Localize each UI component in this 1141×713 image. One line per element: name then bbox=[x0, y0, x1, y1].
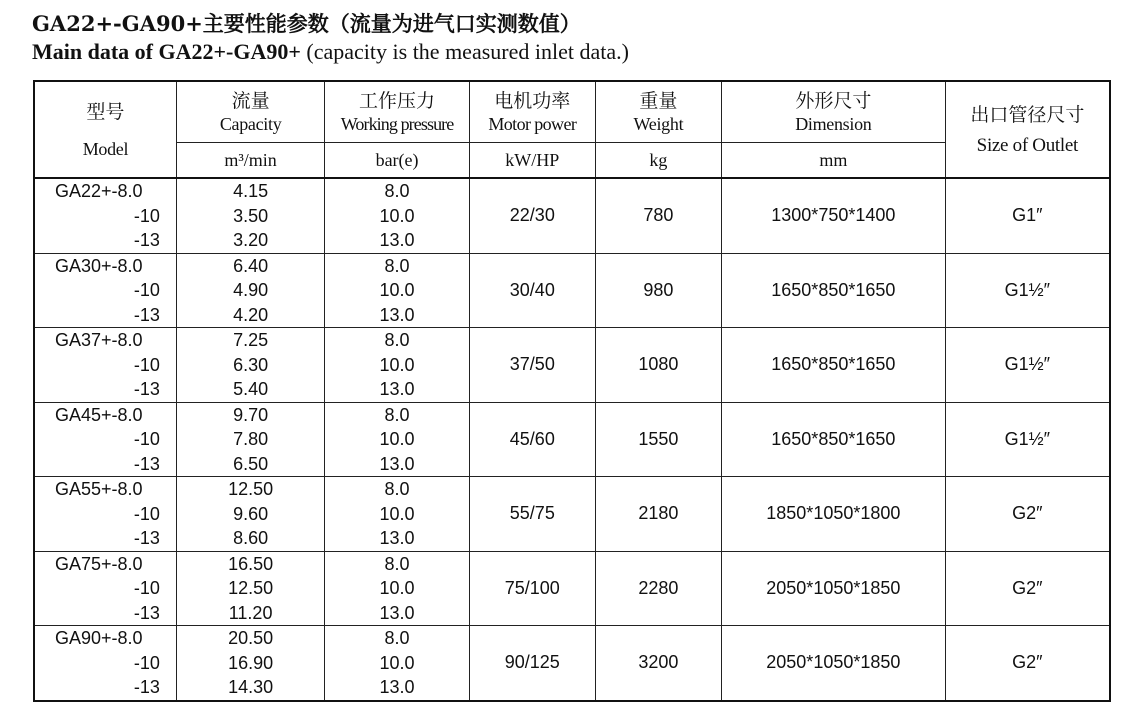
capacity-value: 16.90 bbox=[228, 652, 274, 673]
header-dimension-en: Dimension bbox=[795, 114, 872, 134]
unit-pressure: bar(e) bbox=[325, 143, 469, 179]
title-block bbox=[32, 10, 629, 66]
pressure-value: 8.0 bbox=[384, 404, 410, 425]
dimension-value: 2050*1050*1850 bbox=[721, 551, 945, 626]
weight-value: 1550 bbox=[595, 402, 721, 477]
header-pressure-cn: 工作压力 bbox=[359, 90, 436, 112]
header-outlet bbox=[945, 81, 1110, 178]
capacity-value: 14.30 bbox=[228, 677, 274, 697]
header-motor bbox=[469, 81, 595, 143]
outlet-value: G1½″ bbox=[945, 328, 1110, 403]
pressure-cell bbox=[325, 551, 469, 626]
capacity-value: 6.30 bbox=[233, 354, 269, 375]
spec-table bbox=[33, 80, 1111, 702]
title-chinese: GA22+-GA90+主要性能参数（流量为进气口实测数值） bbox=[32, 11, 581, 36]
header-weight bbox=[595, 81, 721, 143]
header-model-en: Model bbox=[82, 138, 129, 159]
dimension-value: 1300*750*1400 bbox=[721, 178, 945, 253]
weight-value: 2280 bbox=[595, 551, 721, 626]
models-value: -10 bbox=[133, 280, 160, 300]
models-value: GA55+-8.0 bbox=[55, 479, 143, 499]
models-cell bbox=[34, 402, 176, 477]
models-value: -10 bbox=[133, 652, 160, 673]
header-outlet-en: Size of Outlet bbox=[976, 134, 1079, 156]
outlet-value: G2″ bbox=[945, 626, 1110, 701]
header-dimension-cn: 外形尺寸 bbox=[795, 90, 872, 112]
models-value: GA37+-8.0 bbox=[55, 330, 143, 350]
pressure-cell bbox=[325, 178, 469, 253]
unit-capacity: m³/min bbox=[176, 143, 324, 179]
pressure-value: 13.0 bbox=[379, 677, 415, 697]
capacity-value: 9.60 bbox=[233, 503, 269, 524]
pressure-value: 10.0 bbox=[379, 652, 415, 673]
title-english-bold: Main data of GA22+-GA90+ bbox=[32, 39, 301, 64]
table-row bbox=[34, 178, 1110, 253]
capacity-value: 20.50 bbox=[228, 628, 274, 648]
dimension-value: 2050*1050*1850 bbox=[721, 626, 945, 701]
outlet-value: G1½″ bbox=[945, 253, 1110, 328]
weight-value: 980 bbox=[595, 253, 721, 328]
capacity-value: 3.20 bbox=[233, 230, 269, 250]
models-value: -13 bbox=[133, 453, 160, 474]
capacity-cell bbox=[176, 178, 324, 253]
capacity-value: 7.25 bbox=[233, 330, 269, 350]
models-cell bbox=[34, 253, 176, 328]
weight-value: 2180 bbox=[595, 477, 721, 552]
table-row bbox=[34, 477, 1110, 552]
pressure-cell bbox=[325, 626, 469, 701]
title-english bbox=[32, 38, 629, 66]
capacity-value: 16.50 bbox=[228, 553, 274, 574]
motor-value: 75/100 bbox=[469, 551, 595, 626]
outlet-value: G1″ bbox=[945, 178, 1110, 253]
dimension-value: 1650*850*1650 bbox=[721, 402, 945, 477]
table-row bbox=[34, 253, 1110, 328]
pressure-value: 8.0 bbox=[384, 330, 410, 350]
pressure-value: 8.0 bbox=[384, 181, 410, 201]
models-value: -13 bbox=[133, 677, 160, 697]
pressure-value: 10.0 bbox=[379, 429, 415, 449]
models-value: -10 bbox=[133, 354, 160, 375]
models-value: -13 bbox=[133, 304, 160, 325]
models-value: -10 bbox=[133, 578, 160, 598]
header-capacity-cn: 流量 bbox=[231, 90, 270, 112]
weight-value: 3200 bbox=[595, 626, 721, 701]
capacity-cell bbox=[176, 551, 324, 626]
capacity-value: 12.50 bbox=[228, 479, 274, 499]
motor-value: 37/50 bbox=[469, 328, 595, 403]
capacity-value: 4.90 bbox=[233, 280, 269, 300]
table-row bbox=[34, 626, 1110, 701]
header-weight-en: Weight bbox=[633, 114, 684, 134]
pressure-cell bbox=[325, 328, 469, 403]
pressure-cell bbox=[325, 402, 469, 477]
pressure-value: 13.0 bbox=[379, 602, 415, 623]
capacity-value: 5.40 bbox=[233, 379, 269, 399]
pressure-value: 10.0 bbox=[379, 578, 415, 598]
pressure-value: 10.0 bbox=[379, 503, 415, 524]
pressure-value: 13.0 bbox=[379, 379, 415, 399]
outlet-value: G1½″ bbox=[945, 402, 1110, 477]
pressure-value: 10.0 bbox=[379, 354, 415, 375]
dimension-value: 1650*850*1650 bbox=[721, 328, 945, 403]
models-value: -10 bbox=[133, 205, 160, 226]
dimension-value: 1850*1050*1800 bbox=[721, 477, 945, 552]
capacity-value: 4.20 bbox=[233, 304, 269, 325]
capacity-value: 9.70 bbox=[233, 404, 269, 425]
models-value: GA30+-8.0 bbox=[55, 255, 143, 276]
header-capacity-en: Capacity bbox=[219, 114, 282, 134]
unit-weight: kg bbox=[595, 143, 721, 179]
models-value: -13 bbox=[133, 602, 160, 623]
header-motor-cn: 电机功率 bbox=[494, 90, 571, 112]
models-value: GA75+-8.0 bbox=[55, 553, 143, 574]
capacity-value: 8.60 bbox=[233, 528, 269, 548]
unit-dimension: mm bbox=[721, 143, 945, 179]
weight-value: 780 bbox=[595, 178, 721, 253]
models-value: -13 bbox=[133, 379, 160, 399]
pressure-cell bbox=[325, 253, 469, 328]
title-english-note: (capacity is the measured inlet data.) bbox=[300, 39, 629, 64]
header-row-labels bbox=[34, 81, 1110, 143]
table-row bbox=[34, 328, 1110, 403]
outlet-value: G2″ bbox=[945, 551, 1110, 626]
outlet-value: G2″ bbox=[945, 477, 1110, 552]
header-weight-cn: 重量 bbox=[639, 90, 678, 112]
header-pressure-en: Working pressure bbox=[340, 114, 454, 134]
spec-table-body bbox=[34, 178, 1110, 701]
table-row bbox=[34, 402, 1110, 477]
header-dimension bbox=[721, 81, 945, 143]
models-value: -10 bbox=[133, 429, 160, 449]
capacity-cell bbox=[176, 402, 324, 477]
pressure-value: 13.0 bbox=[379, 304, 415, 325]
motor-value: 22/30 bbox=[469, 178, 595, 253]
models-value: GA22+-8.0 bbox=[55, 181, 143, 201]
header-capacity bbox=[176, 81, 324, 143]
capacity-cell bbox=[176, 477, 324, 552]
motor-value: 30/40 bbox=[469, 253, 595, 328]
dimension-value: 1650*850*1650 bbox=[721, 253, 945, 328]
models-cell bbox=[34, 328, 176, 403]
motor-value: 45/60 bbox=[469, 402, 595, 477]
models-value: -13 bbox=[133, 528, 160, 548]
motor-value: 55/75 bbox=[469, 477, 595, 552]
motor-value: 90/125 bbox=[469, 626, 595, 701]
capacity-cell bbox=[176, 253, 324, 328]
pressure-value: 10.0 bbox=[379, 280, 415, 300]
pressure-value: 8.0 bbox=[384, 553, 410, 574]
models-value: GA45+-8.0 bbox=[55, 404, 143, 425]
header-motor-en: Motor power bbox=[488, 114, 577, 134]
capacity-value: 6.40 bbox=[233, 255, 269, 276]
pressure-value: 13.0 bbox=[379, 230, 415, 250]
models-value: -10 bbox=[133, 503, 160, 524]
capacity-value: 6.50 bbox=[233, 453, 269, 474]
capacity-cell bbox=[176, 626, 324, 701]
capacity-value: 3.50 bbox=[233, 205, 269, 226]
unit-motor: kW/HP bbox=[469, 143, 595, 179]
capacity-value: 11.20 bbox=[228, 602, 273, 623]
capacity-value: 7.80 bbox=[233, 429, 269, 449]
models-cell bbox=[34, 178, 176, 253]
models-cell bbox=[34, 626, 176, 701]
models-cell bbox=[34, 477, 176, 552]
capacity-value: 12.50 bbox=[228, 578, 274, 598]
models-value: -13 bbox=[133, 230, 160, 250]
table-row bbox=[34, 551, 1110, 626]
models-value: GA90+-8.0 bbox=[55, 628, 143, 648]
models-cell bbox=[34, 551, 176, 626]
pressure-value: 8.0 bbox=[384, 628, 410, 648]
capacity-cell bbox=[176, 328, 324, 403]
weight-value: 1080 bbox=[595, 328, 721, 403]
pressure-value: 13.0 bbox=[379, 528, 415, 548]
pressure-cell bbox=[325, 477, 469, 552]
header-model bbox=[34, 81, 176, 178]
header-model-cn: 型号 bbox=[86, 100, 125, 123]
pressure-value: 8.0 bbox=[384, 479, 410, 499]
header-pressure bbox=[325, 81, 469, 143]
header-outlet-cn: 出口管径尺寸 bbox=[970, 103, 1085, 126]
pressure-value: 10.0 bbox=[379, 205, 415, 226]
pressure-value: 8.0 bbox=[384, 255, 410, 276]
pressure-value: 13.0 bbox=[379, 453, 415, 474]
capacity-value: 4.15 bbox=[233, 181, 269, 201]
